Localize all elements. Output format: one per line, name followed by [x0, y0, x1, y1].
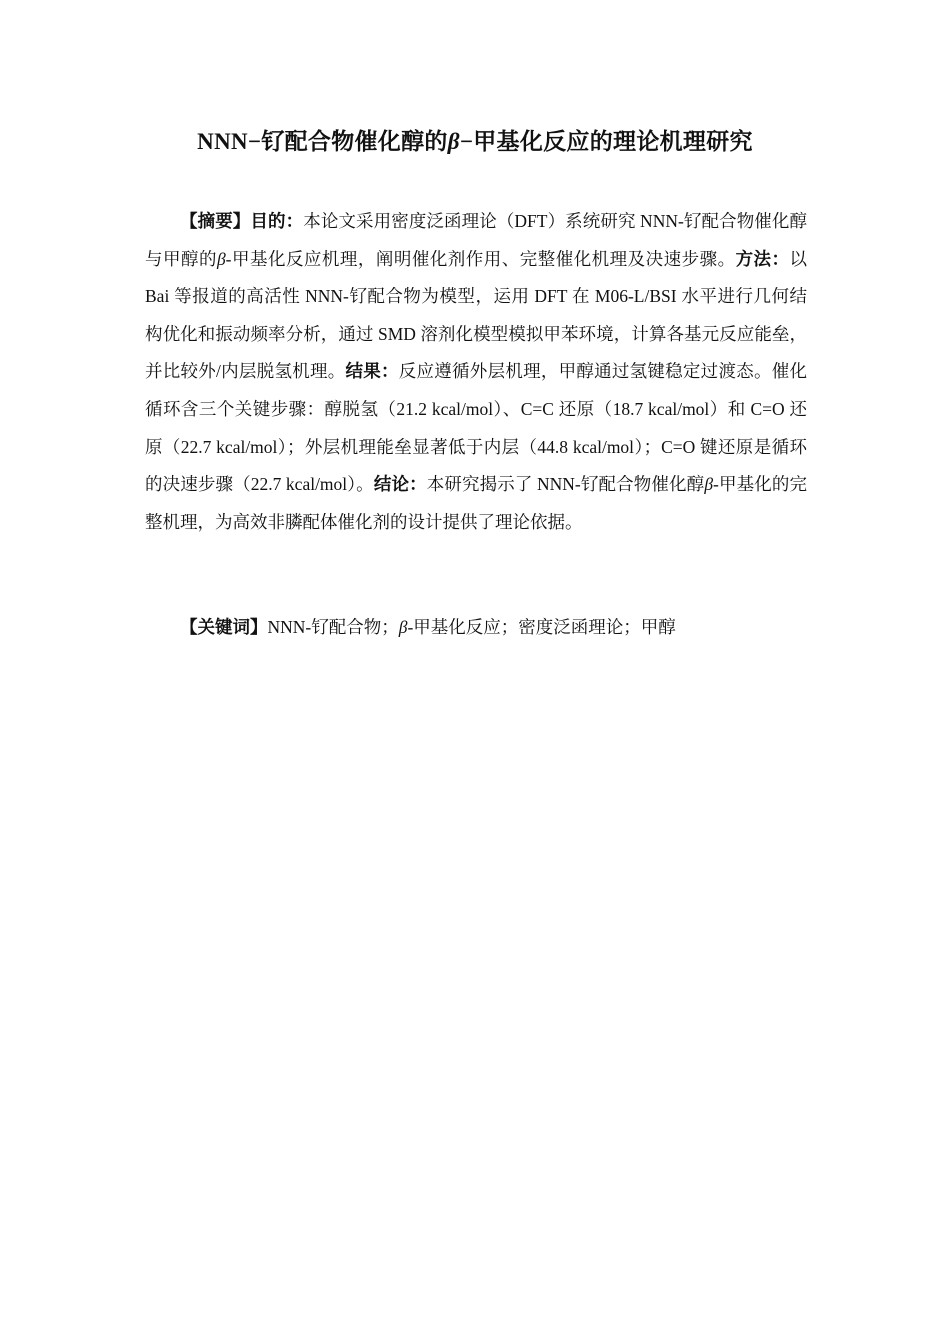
keywords-line	[145, 609, 807, 647]
title-beta-symbol: β	[447, 129, 460, 154]
method-text: 以 Bai 等报道的高活性 NNN-钌配合物为模型，运用 DFT 在 M06-L/BSI 水平进行几何结构优化和振动频率分析，通过 SMD 溶剂化模型模拟甲苯环境，计算各基元反应能垒，并比较外/内层脱氢机理。	[145, 248, 808, 382]
keywords-label: 【关键词】	[180, 617, 268, 637]
purpose-beta-symbol: β	[216, 248, 226, 269]
conclusion-text-1: 本研究揭示了 NNN-钌配合物催化醇	[426, 474, 705, 495]
conclusion-beta-symbol: β	[704, 474, 714, 495]
result-label: 结果：	[345, 361, 399, 382]
conclusion-label: 结论：	[373, 474, 427, 495]
abstract-paragraph	[145, 203, 807, 541]
abstract-label: 【摘要】	[180, 211, 251, 231]
title-part-2: −甲基化反应的理论机理研究	[459, 129, 753, 154]
keyword-1: NNN-钌配合物；	[267, 617, 399, 637]
title-part-1: NNN−钌配合物催化醇的	[197, 129, 448, 154]
purpose-label: 目的：	[250, 211, 304, 231]
keyword-2: -甲基化反应；密度泛函理论；甲醇	[407, 617, 676, 637]
conclusion-text-2: -甲基化的完整机理，为高效非膦配体催化剂的设计提供了理论依据。	[145, 474, 808, 532]
method-label: 方法：	[735, 248, 790, 269]
keyword-beta-symbol: β	[398, 617, 408, 637]
purpose-text-1: 本论文采用密度泛函理论（DFT）系统研究 NNN-钌配合物催化醇与甲醇的	[145, 211, 808, 269]
paper-title	[0, 124, 950, 160]
purpose-text-2: -甲基化反应机理，阐明催化剂作用、完整催化机理及决速步骤。	[225, 248, 736, 269]
result-text: 反应遵循外层机理，甲醇通过氢键稳定过渡态。催化循环含三个关键步骤：醇脱氢（21.2 kcal/mol）、C=C 还原（18.7 kcal/mol）和 C=O 还原（22.7 kcal/mol）；外层机理能垒显著低于内层（44.8 kcal/mol）；C=O 键还原是循环的决速步骤（22.7 kcal/mol）。	[145, 361, 807, 495]
